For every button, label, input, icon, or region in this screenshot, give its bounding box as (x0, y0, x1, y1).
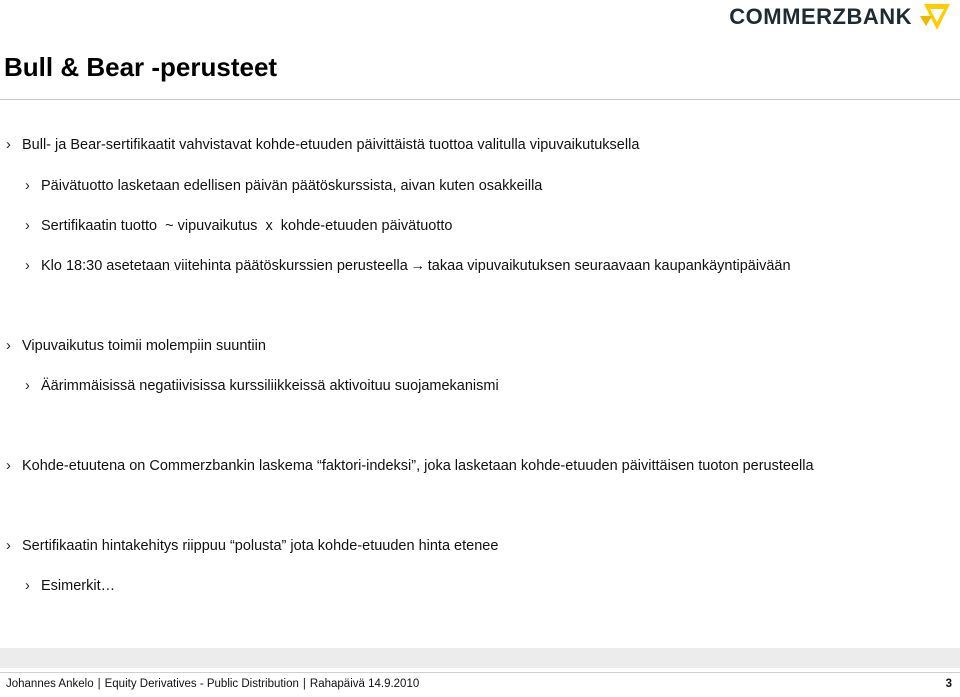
bullet-text: Sertifikaatin tuotto ~ vipuvaikutus x kohde-etuuden päivätuotto (41, 218, 453, 234)
bullet-marker: › (25, 258, 30, 274)
bullet-2 (6, 338, 266, 354)
page-number: 3 (945, 678, 952, 690)
arrow-right-icon: → (410, 258, 426, 274)
bullet-2-1 (25, 378, 499, 394)
commerzbank-ribbon-icon (918, 0, 956, 34)
bullet-text: Esimerkit… (41, 578, 116, 594)
bullet-1-2 (25, 218, 453, 234)
bullet-marker: › (25, 578, 30, 594)
bullet-4-1 (25, 578, 115, 594)
bullet-4 (6, 538, 498, 554)
bullet-text: Vipuvaikutus toimii molempiin suuntiin (22, 338, 266, 354)
footer-separator: | (302, 678, 306, 690)
bullet-marker: › (6, 538, 11, 554)
bullet-marker: › (6, 458, 11, 474)
bullet-text: Bull- ja Bear-sertifikaatit vahvistavat kohde-etuuden päivittäistä tuottoa valitulla vipuvaikutuksella (22, 137, 640, 153)
title-divider (0, 99, 960, 100)
bullet-1 (6, 137, 639, 153)
bullet-text: Sertifikaatin hintakehitys riippuu “polusta” jota kohde-etuuden hinta etenee (22, 538, 499, 554)
bullet-1-1 (25, 178, 542, 194)
slide-footer (0, 672, 960, 697)
bullet-marker: › (25, 178, 30, 194)
bullet-text: Päivätuotto lasketaan edellisen päivän päätöskurssista, aivan kuten osakkeilla (41, 178, 543, 194)
bullet-text-b: takaa vipuvaikutuksen seuraavaan kaupankäyntipäivään (427, 258, 791, 274)
bullet-marker: › (25, 218, 30, 234)
bullet-1-3 (25, 258, 791, 274)
bullet-marker: › (6, 137, 11, 153)
footer-band (0, 648, 960, 668)
bullet-3 (6, 458, 814, 474)
logo-wordmark: COMMERZBANK (729, 4, 912, 29)
commerzbank-logo (729, 0, 956, 34)
footer-separator: | (97, 678, 101, 690)
footer-info (6, 678, 419, 690)
bullet-text-a: Klo 18:30 asetetaan viitehinta päätöskurssien perusteella (41, 258, 408, 274)
bullet-marker: › (25, 378, 30, 394)
bullet-text: Äärimmäisissä negatiivisissa kurssiliikkeissä aktivoituu suojamekanismi (41, 378, 499, 394)
footer-department: Equity Derivatives - Public Distribution (104, 678, 299, 690)
bullet-text: Kohde-etuutena on Commerzbankin laskema “faktori-indeksi”, joka lasketaan kohde-etuuden päivittäisen tuoton perusteella (22, 458, 814, 474)
footer-author: Johannes Ankelo (6, 678, 94, 690)
bullet-marker: › (6, 338, 11, 354)
slide-title: Bull & Bear -perusteet (4, 52, 278, 82)
footer-event: Rahapäivä 14.9.2010 (309, 678, 420, 690)
